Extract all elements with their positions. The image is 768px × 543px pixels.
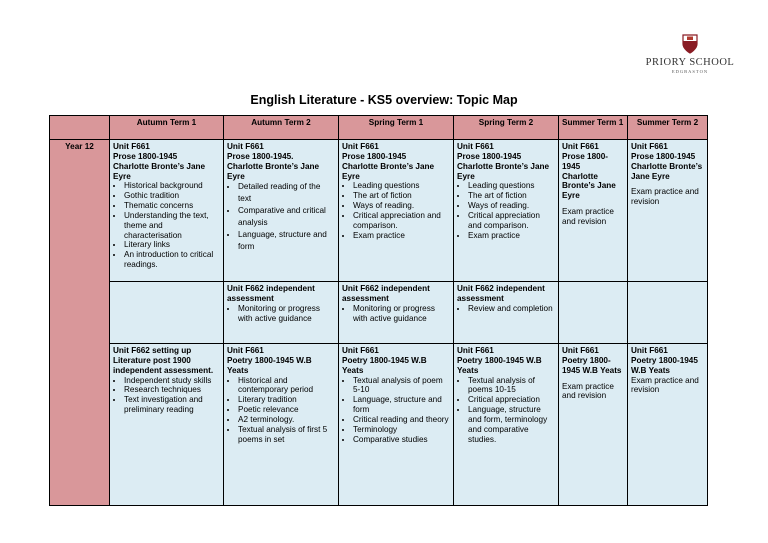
- school-name: PRIORY SCHOOL: [645, 57, 735, 68]
- topic-list: [342, 181, 450, 240]
- cell-summer1-poetry: Unit F661 Poetry 1800-1945 W.B Yeats Exam practice and revision: [559, 344, 628, 506]
- list-item: • Comparative studies: [353, 435, 450, 445]
- list-item: • Textual analysis of first 5 poems in set: [238, 425, 335, 445]
- cell-summer2-poetry: Unit F661 Poetry 1800-1945 W.B Yeats Exam practice and revision: [628, 344, 708, 506]
- list-item: • Review and completion: [468, 304, 555, 314]
- exam-note: Exam practice and revision: [562, 207, 614, 226]
- cell-summer2-prose: Unit F661 Prose 1800-1945 Charlotte Bronte’s Jane Eyre Exam practice and revision: [628, 140, 708, 282]
- shield-icon: [682, 34, 698, 54]
- cell-summer1-empty: [559, 282, 628, 344]
- topic-list: [113, 376, 220, 415]
- list-item: • Critical reading and theory: [353, 415, 450, 425]
- list-item: • Literary links: [124, 240, 220, 250]
- list-item: • Textual analysis of poems 10-15: [468, 376, 555, 396]
- list-item: • A2 terminology.: [238, 415, 335, 425]
- cell-autumn1-prose: Unit F661 Prose 1800-1945 Charlotte Bronte’s Jane Eyre • Historical background • Gothic tradition • Thematic concerns • Understanding the text, theme and characterisation • Literary links • An introduction to critical readings.: [110, 140, 224, 282]
- row-poetry: [50, 344, 708, 506]
- cell-spring2-prose: Unit F661 Prose 1800-1945 Charlotte Bronte’s Jane Eyre • Leading questions • The art of fiction • Ways of reading. • Critical appreciation and comparison. • Exam practice: [454, 140, 559, 282]
- corner-cell: [50, 116, 110, 140]
- exam-note: Exam practice and revision: [631, 187, 699, 207]
- topic-list: [113, 181, 220, 270]
- list-item: • Historical background: [124, 181, 220, 191]
- topic-list: [227, 376, 335, 445]
- list-item: • Monitoring or progress with active guidance: [353, 304, 450, 324]
- list-item: • Text investigation and preliminary reading: [124, 395, 220, 415]
- list-item: • Terminology: [353, 425, 450, 435]
- list-item: • The art of fiction: [468, 191, 555, 201]
- topic-list: [227, 304, 335, 324]
- list-item: • Independent study skills: [124, 376, 220, 386]
- list-item: • The art of fiction: [353, 191, 450, 201]
- list-item: • Gothic tradition: [124, 191, 220, 201]
- header-summer-2: Summer Term 2: [628, 116, 708, 140]
- cell-autumn1-poetry: Unit F662 setting up Literature post 1900 independent assessment. • Independent study skills • Research techniques • Text investigation and preliminary reading: [110, 344, 224, 506]
- list-item: • Language, structure and form, terminology and comparative studies.: [468, 405, 555, 444]
- list-item: • An introduction to critical readings.: [124, 250, 220, 270]
- row-independent-assessment: [50, 282, 708, 344]
- list-item: • Ways of reading.: [468, 201, 555, 211]
- list-item: • Thematic concerns: [124, 201, 220, 211]
- header-summer-1: Summer Term 1: [559, 116, 628, 140]
- year-label: Year 12: [50, 140, 110, 506]
- cell-autumn1-empty: [110, 282, 224, 344]
- cell-summer1-prose: Unit F661 Prose 1800-1945 Charlotte Bronte’s Jane Eyre Exam practice and revision: [559, 140, 628, 282]
- list-item: • Language, structure and form: [238, 229, 335, 253]
- cell-autumn2-assessment: Unit F662 independent assessment • Monitoring or progress with active guidance: [224, 282, 339, 344]
- exam-note: Exam practice and revision: [562, 381, 614, 401]
- topic-list: [342, 376, 450, 445]
- page-title: English Literature - KS5 overview: Topic Map: [250, 93, 518, 107]
- topic-list: [457, 304, 555, 314]
- list-item: • Comparative and critical analysis: [238, 205, 335, 229]
- list-item: • Literary tradition: [238, 395, 335, 405]
- cell-summer2-empty: [628, 282, 708, 344]
- header-spring-1: Spring Term 1: [339, 116, 454, 140]
- list-item: • Textual analysis of poem 5-10: [353, 376, 450, 396]
- list-item: • Research techniques: [124, 385, 220, 395]
- list-item: • Understanding the text, theme and characterisation: [124, 211, 220, 241]
- topic-list: [457, 181, 555, 240]
- cell-spring1-poetry: Unit F661 Poetry 1800-1945 W.B Yeats • Textual analysis of poem 5-10 • Language, structure and form • Critical reading and theory • Terminology • Comparative studies: [339, 344, 454, 506]
- row-prose: [50, 140, 708, 282]
- topic-map-table: [49, 115, 708, 506]
- cell-autumn2-poetry: Unit F661 Poetry 1800-1945 W.B Yeats • Historical and contemporary period • Literary tradition • Poetic relevance • A2 terminology. • Textual analysis of first 5 poems in set: [224, 344, 339, 506]
- topic-list: [227, 181, 335, 252]
- list-item: • Ways of reading.: [353, 201, 450, 211]
- school-location: EDGBASTON: [671, 69, 709, 74]
- list-item: • Monitoring or progress with active guidance: [238, 304, 335, 324]
- topic-list: [342, 304, 450, 324]
- list-item: • Critical appreciation and comparison.: [468, 211, 555, 231]
- header-autumn-2: Autumn Term 2: [224, 116, 339, 140]
- list-item: • Exam practice: [468, 231, 555, 241]
- cell-spring1-prose: Unit F661 Prose 1800-1945 Charlotte Bronte’s Jane Eyre • Leading questions • The art of fiction • Ways of reading. • Critical appreciation and comparison. • Exam practice: [339, 140, 454, 282]
- list-item: • Exam practice: [353, 231, 450, 241]
- exam-note: Exam practice and revision: [631, 375, 699, 395]
- list-item: • Poetic relevance: [238, 405, 335, 415]
- header-autumn-1: Autumn Term 1: [110, 116, 224, 140]
- cell-spring1-assessment: Unit F662 independent assessment • Monitoring or progress with active guidance: [339, 282, 454, 344]
- list-item: • Leading questions: [468, 181, 555, 191]
- list-item: • Language, structure and form: [353, 395, 450, 415]
- cell-spring2-assessment: Unit F662 independent assessment • Review and completion: [454, 282, 559, 344]
- list-item: • Leading questions: [353, 181, 450, 191]
- list-item: • Critical appreciation: [468, 395, 555, 405]
- cell-spring2-poetry: Unit F661 Poetry 1800-1945 W.B Yeats • Textual analysis of poems 10-15 • Critical appreciation • Language, structure and form, terminology and comparative studies.: [454, 344, 559, 506]
- list-item: • Detailed reading of the text: [238, 181, 335, 205]
- header-row: [50, 116, 708, 140]
- list-item: • Historical and contemporary period: [238, 376, 335, 396]
- header-spring-2: Spring Term 2: [454, 116, 559, 140]
- topic-list: [457, 376, 555, 445]
- cell-autumn2-prose: Unit F661 Prose 1800-1945. Charlotte Bronte’s Jane Eyre • Detailed reading of the text • Comparative and critical analysis • Language, structure and form: [224, 140, 339, 282]
- school-logo: [640, 34, 740, 74]
- list-item: • Critical appreciation and comparison.: [353, 211, 450, 231]
